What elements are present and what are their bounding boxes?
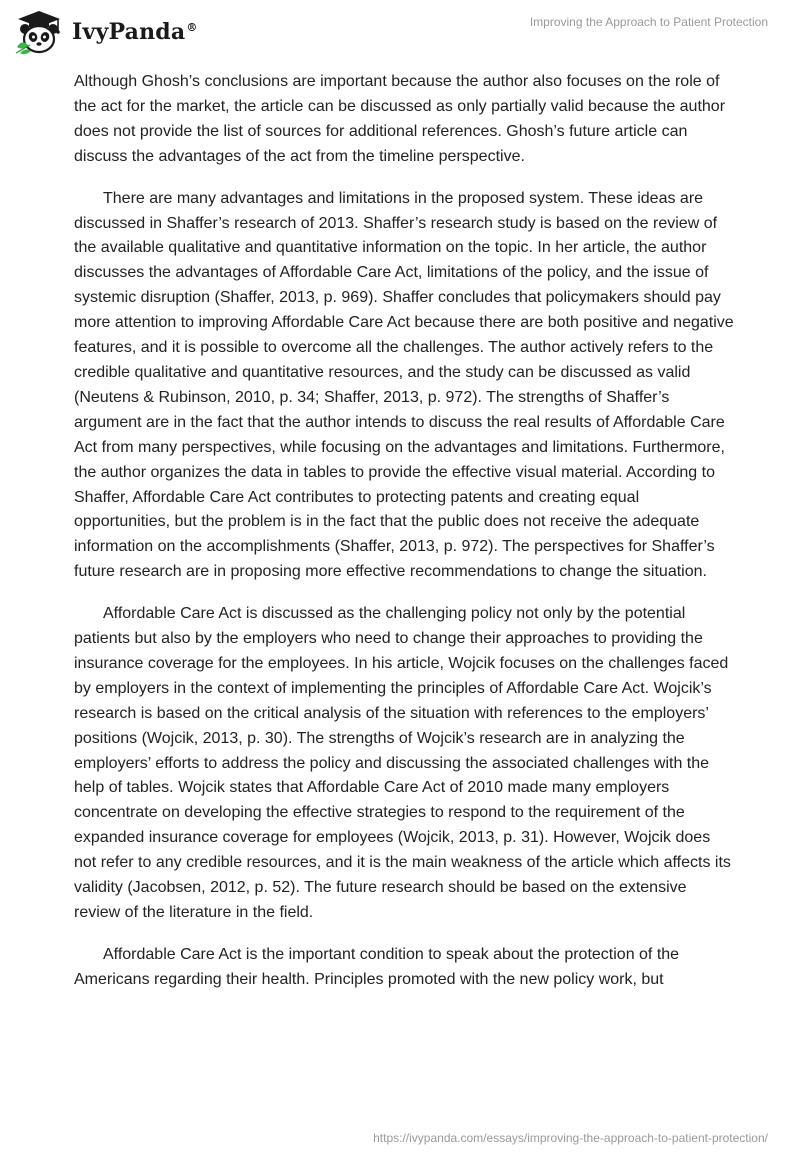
brand-logo[interactable]: [14, 8, 198, 56]
paragraph-4: Affordable Care Act is the important condition to speak about the protection of the Americans regarding their health. Principles promoted with the new policy work, but: [74, 945, 680, 988]
paragraph-1: Although Ghosh’s conclusions are important because the author also focuses on the role of the act for the market, the article can be discussed as only partially valid because the author does not provide the list of sources for additional references. Ghosh’s future article can discuss the advantages of the act from the timeline perspective.: [74, 73, 726, 165]
panda-graduation-icon: [14, 9, 64, 55]
source-url-link[interactable]: https://ivypanda.com/essays/improving-the-approach-to-patient-protection/: [373, 1131, 768, 1145]
paragraph-3: Affordable Care Act is discussed as the challenging policy not only by the potential patients but also by the employers who need to change their approaches to providing the insurance coverage for the employees. In his article, Wojcik focuses on the challenges faced by employers in the context of implementing the principles of Affordable Care Act. Wojcik’s research is based on the critical analysis of the situation with references to the employers’ positions (Wojcik, 2013, p. 30). The strengths of Wojcik’s research are in analyzing the employers’ efforts to address the policy and discussing the associated challenges with the help of tables. Wojcik states that Affordable Care Act of 2010 made many employers concentrate on developing the effective strategies to respond to the requirement of the expanded insurance coverage for employees (Wojcik, 2013, p. 31). However, Wojcik does not refer to any credible resources, and it is the main weakness of the article which affects its validity (Jacobsen, 2012, p. 52). The future research should be based on the extensive review of the literature in the field.: [74, 605, 731, 921]
document-title: Improving the Approach to Patient Protection: [529, 15, 768, 29]
paragraph-2: There are many advantages and limitations in the proposed system. These ideas are discussed in Shaffer’s research of 2013. Shaffer’s research study is based on the review of the available qualitative and quantitative information on the topic. In her article, the author discusses the advantages of Affordable Care Act, limitations of the policy, and the issue of systemic disruption (Shaffer, 2013, p. 969). Shaffer concludes that policymakers should pay more attention to improving Affordable Care Act because there are both positive and negative features, and it is possible to overcome all the challenges. The author actively refers to the credible qualitative and quantitative resources, and the study can be discussed as valid (Neutens & Rubinson, 2010, p. 34; Shaffer, 2013, p. 972). The strengths of Shaffer’s argument are in the fact that the author intends to discuss the real results of Affordable Care Act from many perspectives, while focusing on the advantages and limitations. Furthermore, the author organizes the data in tables to provide the effective visual material. According to Shaffer, Affordable Care Act contributes to protecting patents and creating equal opportunities, but the problem is in the fact that the public does not receive the adequate information on the accomplishments (Shaffer, 2013, p. 972). The perspectives for Shaffer’s future research are in proposing more effective recommendations to change the situation.: [74, 189, 734, 581]
essay-body: [74, 70, 734, 1010]
page-header: [0, 0, 800, 62]
brand-name: IvyPanda®: [72, 19, 198, 45]
registered-mark: ®: [186, 20, 198, 34]
